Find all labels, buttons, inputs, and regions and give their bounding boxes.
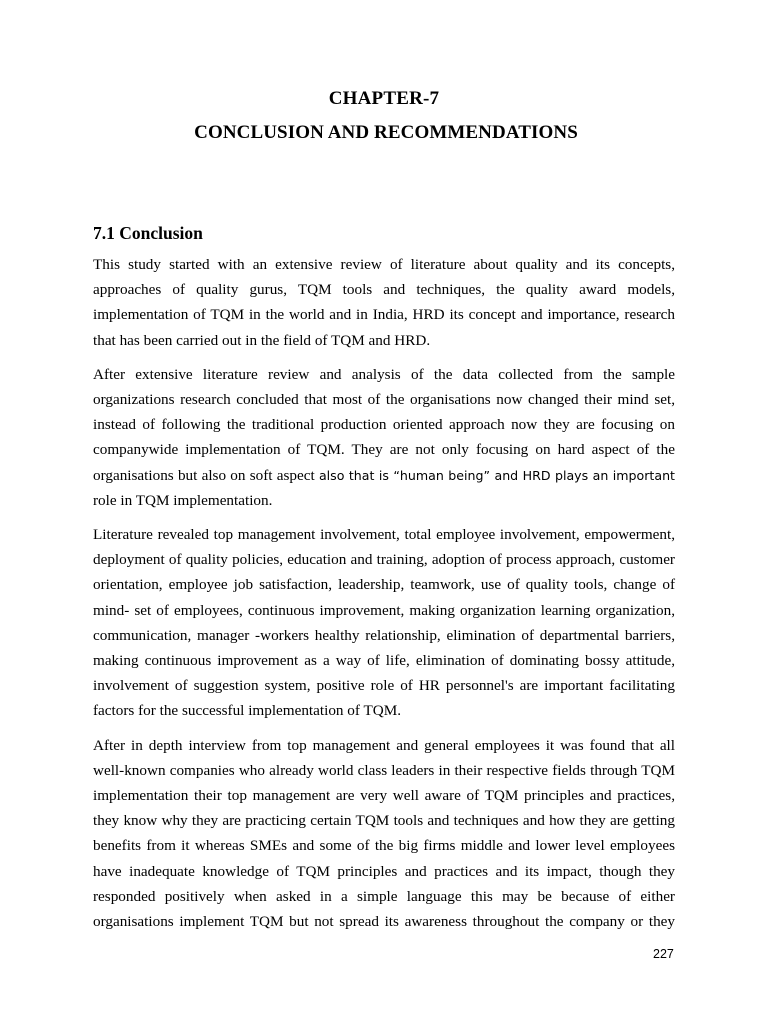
paragraph-line: that has been carried out in the field of TQM and HRD.: [93, 331, 431, 349]
paragraph-line: mind- set of employees, continuous improvement, making organization learning organization,: [93, 601, 675, 619]
paragraph-line: deployment of quality policies, education and training, adoption of process approach, customer: [93, 551, 675, 569]
paragraph-line: communication, manager -workers healthy relationship, elimination of departmental barriers,: [93, 626, 675, 644]
paragraph-3: [93, 522, 675, 724]
paragraph-line: involvement of suggestion system, positive role of HR personnel's are important facilitating: [93, 677, 675, 695]
paragraph-line: organisations implement TQM but not spread its awareness throughout the company or they: [93, 913, 675, 931]
paragraph-line: After in depth interview from top management and general employees it was found that all: [93, 736, 675, 754]
paragraph-line-mixed: [93, 463, 675, 488]
chapter-label: CHAPTER-7: [328, 88, 440, 109]
paragraph-line: factors for the successful implementation of TQM.: [93, 702, 402, 720]
paragraph-line-sans-part: also that is “human being” and HRD plays an important: [318, 467, 675, 483]
paragraph-2: [93, 362, 675, 513]
paragraph-line: well-known companies who already world class leaders in their respective fields through TQM: [93, 761, 675, 779]
paragraph-line: implementation of TQM in the world and in India, HRD its concept and importance, research: [93, 306, 675, 324]
paragraph-line: implementation their top management are very well aware of TQM principles and practices,: [93, 787, 675, 805]
paragraph-line: instead of following the traditional production oriented approach now they are focusing on: [93, 416, 675, 434]
paragraph-line: they know why they are practicing certain TQM tools and techniques and how they are getting: [93, 812, 675, 830]
chapter-title: CONCLUSION AND RECOMMENDATIONS: [194, 122, 578, 143]
section-heading: 7.1 Conclusion: [93, 223, 203, 243]
paragraph-line: responded positively when asked in a simple language this may be because of either: [93, 887, 675, 905]
paragraph-line: This study started with an extensive review of literature about quality and its concepts,: [93, 256, 675, 273]
paragraph-line: benefits from it whereas SMEs and some of the big firms middle and lower level employees: [93, 837, 675, 855]
paragraph-line: companywide implementation of TQM. They are not only focusing on hard aspect of the: [93, 441, 675, 459]
paragraph-line: have inadequate knowledge of TQM principles and practices and its impact, though they: [93, 862, 675, 880]
paragraph-line: organizations research concluded that most of the organisations now changed their mind set,: [93, 391, 675, 409]
paragraph-line: Literature revealed top management involvement, total employee involvement, empowerment,: [93, 526, 675, 544]
paragraph-line: role in TQM implementation.: [93, 491, 273, 509]
paragraph-line: After extensive literature review and analysis of the data collected from the sample: [93, 365, 675, 383]
paragraph-line: orientation, employee job satisfaction, leadership, teamwork, use of quality tools, change of: [93, 576, 675, 594]
paragraph-line-serif-part: organisations but also on soft aspect: [93, 466, 319, 484]
paragraph-line: making continuous improvement as a way of life, elimination of dominating bossy attitude,: [93, 652, 675, 670]
page-number: 227: [653, 947, 674, 961]
paragraph-4: [93, 733, 675, 935]
paragraph-1: [93, 252, 675, 353]
paragraph-line: approaches of quality gurus, TQM tools and techniques, the quality award models,: [93, 281, 675, 299]
body-text: [93, 252, 675, 943]
